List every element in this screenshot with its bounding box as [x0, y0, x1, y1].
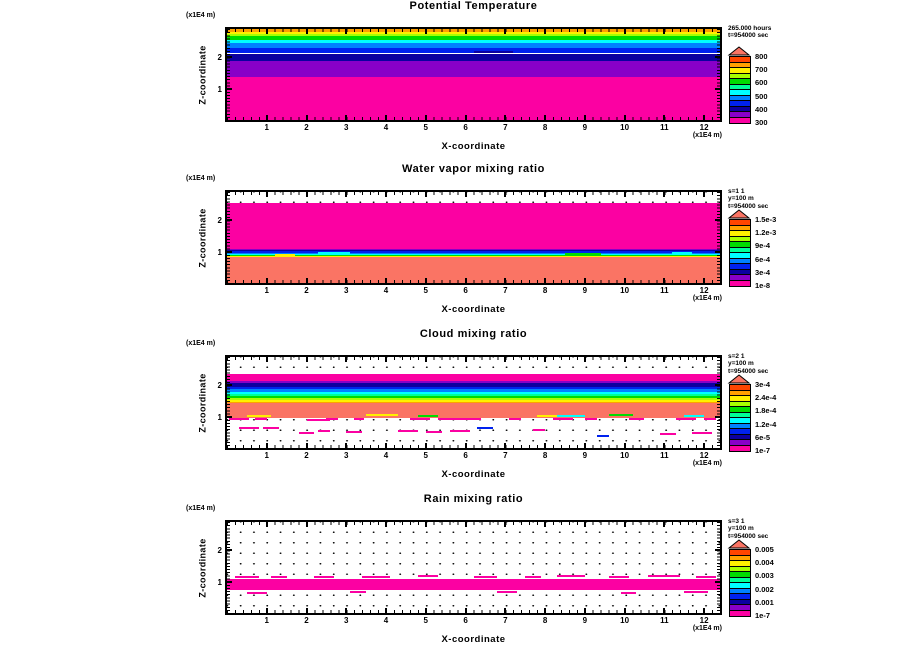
contour-dash [275, 254, 295, 256]
panel-rain-mixing-ratio [0, 495, 904, 654]
x-tick-label: 3 [344, 451, 349, 460]
colorbar [727, 330, 817, 491]
contour-dash [597, 435, 609, 437]
colorbar-tick-label: 3e-4 [755, 380, 771, 389]
panel-water-vapor-mixing-ratio [0, 165, 904, 326]
x-tick-label: 1 [264, 286, 269, 295]
x-axis-label: X-coordinate [441, 634, 506, 645]
contour-dash [350, 591, 366, 593]
colorbar-tick-label: 1.2e-3 [755, 228, 777, 238]
contour-band [227, 579, 720, 590]
x-tick-label: 8 [542, 286, 548, 295]
colorbar-annotation-line: s=3 1 [728, 518, 745, 525]
x-tick-label: 9 [582, 616, 588, 625]
x-tick-label: 1 [264, 123, 269, 132]
contour-dash [621, 592, 637, 594]
contour-band [227, 400, 720, 402]
colorbar-annotation-line: y=100 m [728, 360, 754, 368]
z-minor-ticks-left [227, 357, 230, 448]
colorbar [727, 2, 817, 163]
colorbar-tick-label: 1.5e-3 [755, 215, 777, 224]
x-tick-label: 6 [463, 451, 468, 460]
x-tick-label: 5 [423, 123, 428, 132]
x-tick-label: 5 [423, 286, 428, 295]
z-axis-label: Z-coordinate [197, 207, 208, 268]
contour-dash [557, 415, 585, 417]
colorbar-tick-label: 6e-4 [755, 254, 771, 264]
contour-band [227, 256, 720, 257]
x-tick-label: 12 [699, 286, 709, 295]
contour-dash [450, 430, 470, 432]
x-minor-ticks-bottom [227, 280, 720, 283]
contour-band [227, 34, 720, 36]
colorbar-tick-label: 600 [755, 78, 768, 88]
colorbar-tick-label: 1e-7 [755, 611, 771, 620]
contour-dash [696, 576, 716, 578]
z-axis-unit-label: (x1E4 m) [186, 505, 216, 512]
contour-band [227, 381, 720, 383]
x-axis-label: X-coordinate [441, 469, 506, 480]
x-tick-label: 9 [582, 123, 588, 132]
z-tick-label: 2 [217, 216, 222, 226]
contour-dash [263, 427, 279, 429]
contour-band [227, 254, 720, 255]
colorbar-annotation-line: t=954000 sec [728, 32, 769, 40]
colorbar-scale [729, 549, 751, 617]
colorbar-annotation-line: t=954000 sec [728, 532, 769, 540]
contour-dash [410, 418, 430, 420]
x-tick-label: 6 [463, 286, 468, 295]
x-axis-label: X-coordinate [441, 141, 506, 152]
colorbar-segment [730, 118, 750, 124]
colorbar-tick-label: 0.001 [755, 597, 774, 607]
x-tick-label: 3 [344, 123, 349, 132]
contour-dash [318, 252, 350, 254]
x-tick-label: 3 [344, 616, 349, 625]
contour-dash [676, 418, 696, 420]
colorbar-tick-label: 500 [755, 91, 768, 101]
contour-dash [509, 418, 521, 420]
colorbar-tick-label: 1.8e-4 [755, 406, 777, 416]
x-tick-label: 4 [383, 123, 389, 132]
x-tick-label: 8 [542, 616, 548, 625]
panel-cloud-mixing-ratio [0, 330, 904, 491]
contour-band [227, 203, 720, 249]
x-tick-label: 1 [264, 451, 269, 460]
contour-dash [672, 252, 692, 254]
colorbar-tick-label: 1.2e-4 [755, 419, 777, 429]
colorbar-scale [729, 56, 751, 124]
chart-title: Rain mixing ratio [423, 493, 524, 505]
colorbar-annotation [728, 518, 768, 540]
contour-band [227, 387, 720, 390]
colorbar-tick-label: 800 [755, 52, 768, 61]
z-axis-label: Z-coordinate [197, 372, 208, 433]
colorbar-tick-label: 0.004 [755, 558, 774, 568]
z-axis-unit-label: (x1E4 m) [186, 12, 216, 19]
contour-band [227, 249, 720, 250]
contour-dash [235, 576, 259, 578]
x-tick-label: 2 [304, 451, 309, 460]
contour-dash [474, 51, 514, 53]
colorbar-overflow-arrow-icon [727, 374, 751, 384]
colorbar-scale [729, 384, 751, 452]
colorbar-annotation [728, 188, 768, 210]
contour-dash [557, 575, 585, 577]
colorbar-overflow-arrow-icon [727, 46, 751, 56]
x-tick-label: 6 [463, 123, 468, 132]
x-tick-label: 10 [620, 123, 630, 132]
colorbar-annotation-line: y=100 m [728, 195, 754, 203]
z-minor-ticks-left [227, 29, 230, 120]
x-minor-ticks-top [227, 357, 720, 360]
contour-dash [318, 430, 330, 432]
contour-dash [585, 418, 597, 420]
x-tick-label: 10 [620, 616, 630, 625]
contour-dash [398, 430, 418, 432]
z-minor-ticks-right [717, 192, 720, 283]
colorbar-tick-label: 1e-7 [755, 446, 771, 455]
x-tick-label: 9 [582, 286, 588, 295]
colorbar-annotation-line: 265.000 hours [728, 25, 772, 32]
z-axis-unit-label: (x1E4 m) [186, 175, 216, 182]
x-tick-label: 8 [542, 123, 548, 132]
x-tick-label: 7 [503, 286, 508, 295]
contour-dash [684, 415, 704, 417]
contour-dash [362, 576, 390, 578]
colorbar-annotation-line: y=100 m [728, 525, 754, 533]
colorbar-tick-label: 0.003 [755, 571, 774, 581]
x-tick-label: 12 [699, 616, 709, 625]
contour-dash [426, 431, 442, 433]
contour-dash [474, 576, 498, 578]
x-tick-label: 9 [582, 451, 588, 460]
x-axis-label: X-coordinate [441, 304, 506, 315]
colorbar-tick-label: 6e-5 [755, 432, 771, 442]
contour-dash [704, 418, 716, 420]
colorbar-tick-label: 400 [755, 104, 768, 114]
contour-band [227, 402, 720, 403]
colorbar-annotation-line: t=954000 sec [728, 367, 769, 375]
contour-dash [553, 418, 573, 420]
contour-band [227, 250, 720, 251]
x-minor-ticks-bottom [227, 445, 720, 448]
x-minor-ticks-top [227, 192, 720, 195]
z-tick-label: 1 [217, 247, 222, 257]
contour-dash [533, 429, 545, 431]
z-tick-label: 1 [217, 84, 222, 94]
x-axis-unit-label: (x1E4 m) [692, 295, 722, 302]
z-tick-label: 1 [217, 412, 222, 422]
colorbar [727, 165, 817, 326]
colorbar-segment [730, 281, 750, 287]
x-axis-unit-label: (x1E4 m) [692, 460, 722, 467]
x-tick-label: 3 [344, 286, 349, 295]
colorbar-scale [729, 219, 751, 287]
contour-band [227, 374, 720, 381]
colorbar-tick-label: 2.4e-4 [755, 393, 777, 403]
contour-band [227, 251, 720, 253]
z-axis-unit-label: (x1E4 m) [186, 340, 216, 347]
colorbar-tick-label: 3e-4 [755, 267, 771, 277]
z-tick-label: 2 [217, 53, 222, 63]
colorbar-annotation-line: t=954000 sec [728, 202, 769, 210]
contour-band [227, 389, 720, 391]
contour-band [227, 392, 720, 394]
contour-dash [660, 433, 676, 435]
x-tick-label: 11 [660, 286, 669, 295]
contour-dash [438, 418, 466, 420]
contour-dash [299, 432, 315, 434]
contour-band [227, 77, 720, 120]
chart-title: Cloud mixing ratio [419, 328, 528, 340]
x-tick-label: 2 [304, 286, 309, 295]
contour-band [227, 54, 720, 62]
contour-dash [271, 576, 287, 578]
colorbar-tick-label: 700 [755, 65, 768, 75]
contour-band [227, 43, 720, 47]
contour-dash [255, 418, 267, 420]
x-tick-label: 8 [542, 451, 548, 460]
z-tick-label: 1 [217, 577, 222, 587]
z-axis-label: Z-coordinate [197, 537, 208, 598]
contour-dash [537, 415, 557, 417]
contour-band [227, 61, 720, 77]
x-minor-ticks-top [227, 522, 720, 525]
x-tick-label: 5 [423, 451, 428, 460]
contour-band [227, 383, 720, 386]
colorbar-annotation-line: s=1 1 [728, 188, 745, 195]
contour-dash [354, 418, 364, 420]
colorbar-overflow-arrow-icon [727, 209, 751, 219]
contour-dash [247, 592, 267, 594]
contour-dash [497, 591, 517, 593]
contour-band [227, 403, 720, 418]
contour-dash [609, 414, 633, 416]
contour-dash [684, 591, 708, 593]
colorbar-annotation-line: s=2 1 [728, 353, 745, 360]
contour-dash [648, 575, 680, 577]
z-minor-ticks-right [717, 522, 720, 613]
x-tick-label: 11 [660, 123, 669, 132]
x-tick-label: 4 [383, 286, 389, 295]
x-tick-label: 7 [503, 616, 508, 625]
colorbar-tick-label: 0.002 [755, 584, 774, 594]
contour-band [227, 396, 720, 398]
x-tick-label: 2 [304, 616, 309, 625]
contour-band [227, 255, 720, 256]
contour-dash [565, 253, 601, 255]
x-tick-label: 11 [660, 451, 669, 460]
x-tick-label: 4 [383, 451, 389, 460]
x-minor-ticks-top [227, 29, 720, 32]
z-minor-ticks-left [227, 522, 230, 613]
x-tick-label: 7 [503, 451, 508, 460]
contour-dash [477, 427, 493, 429]
x-tick-label: 5 [423, 616, 428, 625]
colorbar-segment [730, 611, 750, 617]
z-tick-label: 2 [217, 381, 222, 391]
colorbar-overflow-arrow-icon [727, 539, 751, 549]
contour-dash [239, 427, 259, 429]
plot-area [225, 355, 722, 450]
colorbar-tick-label: 1e-8 [755, 281, 771, 290]
plot-area [225, 190, 722, 285]
contour-band [227, 256, 720, 283]
x-axis-unit-label: (x1E4 m) [692, 625, 722, 632]
x-tick-label: 7 [503, 123, 508, 132]
panel-potential-temperature [0, 2, 904, 163]
x-axis-unit-label: (x1E4 m) [692, 132, 722, 139]
x-tick-label: 10 [620, 451, 630, 460]
z-tick-label: 2 [217, 546, 222, 556]
contour-band [227, 36, 720, 40]
x-tick-label: 12 [699, 451, 709, 460]
x-tick-label: 1 [264, 616, 269, 625]
contour-dash [525, 576, 541, 578]
contour-dash [346, 431, 362, 433]
contour-band [227, 40, 720, 44]
plot-area [225, 27, 722, 122]
z-minor-ticks-right [717, 357, 720, 448]
x-tick-label: 10 [620, 286, 630, 295]
colorbar-annotation [728, 353, 768, 375]
contour-dash [247, 415, 271, 417]
contour-dash [314, 576, 334, 578]
contour-dash [326, 418, 338, 420]
x-minor-ticks-bottom [227, 610, 720, 613]
chart-title: Water vapor mixing ratio [402, 163, 545, 175]
colorbar-tick-label: 0.005 [755, 545, 774, 554]
z-minor-ticks-left [227, 192, 230, 283]
contour-band [227, 253, 720, 254]
x-tick-label: 4 [383, 616, 389, 625]
contour-dash [692, 432, 712, 434]
colorbar [727, 495, 817, 654]
contour-dash [629, 418, 645, 420]
plot-area [225, 520, 722, 615]
z-minor-ticks-right [717, 29, 720, 120]
chart-title: Potential Temperature [409, 0, 538, 12]
colorbar-annotation [728, 25, 771, 40]
contour-band [227, 398, 720, 400]
x-minor-ticks-bottom [227, 117, 720, 120]
contour-dash [418, 575, 438, 577]
contour-dash [466, 418, 482, 420]
contour-dash [229, 418, 249, 420]
colorbar-tick-label: 9e-4 [755, 241, 771, 251]
colorbar-tick-label: 300 [755, 118, 768, 127]
x-tick-label: 2 [304, 123, 309, 132]
contour-dash [609, 576, 629, 578]
contour-band [227, 394, 720, 396]
x-tick-label: 12 [699, 123, 709, 132]
contour-dash [366, 414, 398, 416]
colorbar-segment [730, 446, 750, 452]
x-tick-label: 6 [463, 616, 468, 625]
x-tick-label: 11 [660, 616, 669, 625]
contour-dash [418, 415, 438, 417]
z-axis-label: Z-coordinate [197, 44, 208, 105]
